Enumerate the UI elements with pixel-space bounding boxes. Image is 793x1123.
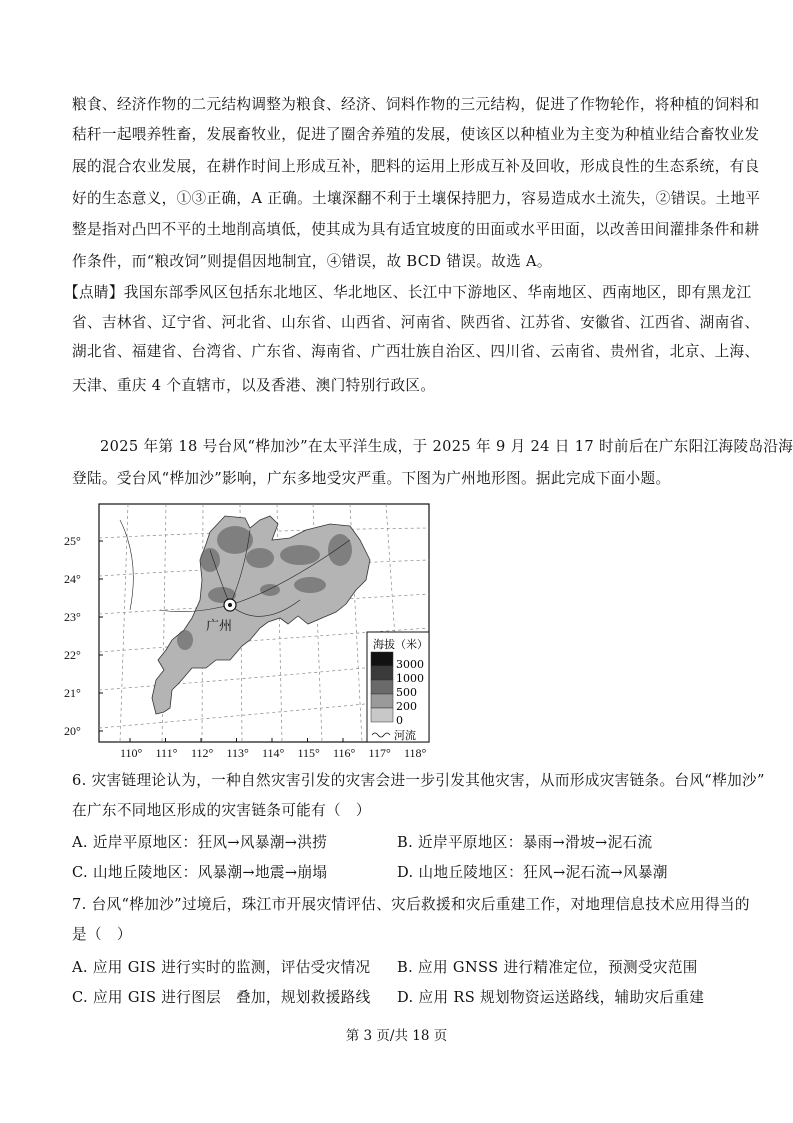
question-stem: 在广东不同地区形成的灾害链条可能有（ ） bbox=[72, 802, 371, 819]
text-line: 登陆。受台风“桦加沙”影响，广东多地受灾严重。下图为广州地形图。据此完成下面小题。 bbox=[72, 470, 671, 487]
guangzhou-marker-dot bbox=[228, 603, 232, 607]
lon-tick-label: 112° bbox=[191, 746, 214, 760]
guangdong-terrain-map bbox=[60, 500, 450, 765]
lon-tick-label: 116° bbox=[333, 746, 356, 760]
lon-tick-label: 110° bbox=[120, 746, 143, 760]
legend-swatch bbox=[371, 708, 393, 722]
legend-swatch bbox=[371, 666, 393, 680]
elevation-legend bbox=[367, 632, 429, 742]
lon-tick-label: 117° bbox=[368, 746, 391, 760]
question-stem: 7. 台风“桦加沙”过境后，珠江市开展灾情评估、灾后救援和灾后重建工作，对地理信息技术应用得当的 bbox=[72, 896, 750, 913]
legend-level-label: 200 bbox=[396, 700, 417, 713]
lon-tick-label: 113° bbox=[226, 746, 249, 760]
text-line: 展的混合农业发展，在耕作时间上形成互补，肥料的运用上形成互补及回收，形成良性的生态系统，有良 bbox=[72, 158, 760, 175]
lat-tick-label: 23° bbox=[64, 610, 81, 624]
legend-level-label: 3000 bbox=[396, 658, 424, 671]
question-stem: 是（ ） bbox=[72, 926, 132, 943]
option-d[interactable]: D. 应用 RS 规划物资运送路线，辅助灾后重建 bbox=[397, 989, 705, 1006]
lat-tick-label: 22° bbox=[64, 648, 81, 662]
text-line: 2025 年第 18 号台风“桦加沙”在太平洋生成，于 2025 年 9 月 24 日 17 时前后在广东阳江海陵岛沿海 bbox=[100, 438, 793, 455]
legend-level-label: 0 bbox=[396, 714, 403, 727]
text-line: 【点睛】我国东部季风区包括东北地区、华北地区、长江中下游地区、华南地区、西南地区，即有黑龙江 bbox=[64, 284, 752, 301]
legend-swatch bbox=[371, 694, 393, 708]
lon-tick-label: 111° bbox=[155, 746, 178, 760]
text-line: 作条件，而“粮改饲”则提倡因地制宜，④错误，故 BCD 错误。故选 A。 bbox=[72, 253, 552, 270]
lat-tick-label: 20° bbox=[64, 724, 81, 738]
text-line: 整是指对凸凹不平的土地削高填低，使其成为具有适宜坡度的田面或水平田面，以改善田间灌排条件和耕 bbox=[72, 221, 760, 238]
lat-tick-label: 25° bbox=[64, 534, 81, 548]
text-line: 湖北省、福建省、台湾省、广东省、海南省、广西壮族自治区、四川省、云南省、贵州省，北京、上海、 bbox=[72, 343, 760, 360]
option-c[interactable]: C. 山地丘陵地区：风暴潮→地震→崩塌 bbox=[72, 864, 328, 881]
legend-level-label: 500 bbox=[396, 686, 417, 699]
text-line: 天津、重庆 4 个直辖市，以及香港、澳门特别行政区。 bbox=[72, 377, 436, 394]
lat-tick-label: 21° bbox=[64, 686, 81, 700]
river-legend-label: 河流 bbox=[394, 729, 416, 742]
city-label: 广州 bbox=[206, 619, 233, 634]
legend-level-label: 1000 bbox=[396, 672, 424, 685]
option-a[interactable]: A. 应用 GIS 进行实时的监测，评估受灾情况 bbox=[72, 959, 371, 976]
text-line: 好的生态意义，①③正确，A 正确。土壤深翻不利于土壤保持肥力，容易造成水土流失，②错误。土地平 bbox=[72, 190, 761, 207]
lon-tick-label: 114° bbox=[262, 746, 285, 760]
page-footer: 第 3 页/共 18 页 bbox=[345, 1028, 448, 1044]
option-b[interactable]: B. 应用 GNSS 进行精准定位，预测受灾范围 bbox=[397, 959, 698, 976]
lat-tick-label: 24° bbox=[64, 572, 81, 586]
option-c[interactable]: C. 应用 GIS 进行图层 叠加，规划救援路线 bbox=[72, 989, 371, 1006]
text-line: 秸秆一起喂养牲畜，发展畜牧业，促进了圈舍养殖的发展，使该区以种植业为主变为种植业结合畜牧业发 bbox=[72, 126, 760, 143]
lon-tick-label: 118° bbox=[404, 746, 427, 760]
legend-swatch bbox=[371, 680, 393, 694]
option-b[interactable]: B. 近岸平原地区：暴雨→滑坡→泥石流 bbox=[397, 834, 653, 851]
option-d[interactable]: D. 山地丘陵地区：狂风→泥石流→风暴潮 bbox=[397, 864, 668, 881]
lon-tick-label: 115° bbox=[297, 746, 320, 760]
legend-title: 海拔（米） bbox=[373, 638, 428, 651]
text-line: 粮食、经济作物的二元结构调整为粮食、经济、饲料作物的三元结构，促进了作物轮作，将种植的饲料和 bbox=[72, 96, 760, 113]
text-line: 省、吉林省、辽宁省、河北省、山东省、山西省、河南省、陕西省、江苏省、安徽省、江西省、湖南省、 bbox=[72, 314, 760, 331]
latitude-ticks bbox=[64, 534, 103, 738]
legend-swatch bbox=[371, 652, 393, 666]
question-stem: 6. 灾害链理论认为，一种自然灾害引发的灾害会进一步引发其他灾害，从而形成灾害链条。台风“桦加沙” bbox=[72, 772, 765, 789]
option-a[interactable]: A. 近岸平原地区：狂风→风暴潮→洪捞 bbox=[72, 834, 328, 851]
